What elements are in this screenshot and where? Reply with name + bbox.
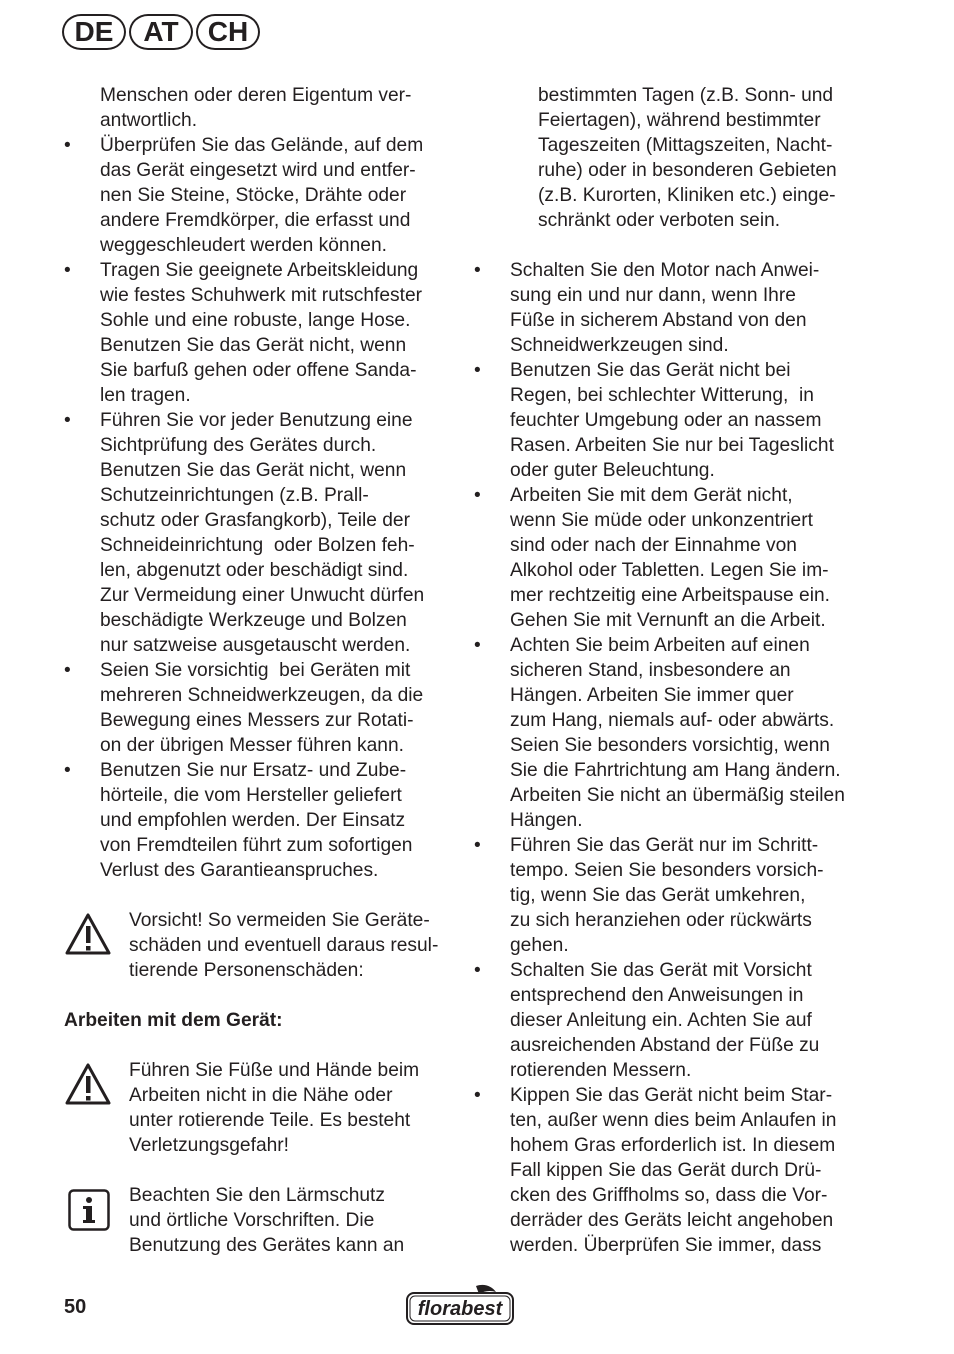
left-column [64, 83, 454, 1258]
list-item [474, 958, 864, 1083]
bullet-marker: • [474, 835, 481, 856]
language-badges [62, 14, 260, 50]
warning-triangle-icon [64, 912, 112, 963]
list-item [64, 758, 454, 883]
list-item-text: Führen Sie vor jeder Benutzung eine Sichtprüfung des Gerätes durch. Benutzen Sie das Gerät nicht, wenn Schutzeinrichtungen (z.B. Prall- schutz oder Grasfangkorb), Teile der Schneideinrichtung oder Bolzen feh- len, abgenutzt oder beschädigt sind. Zur Vermeidung einer Unwucht dürfen beschädigte Werkzeuge und Bolzen nur satzweise ausgetauscht werden. [100, 410, 425, 656]
section-heading: Arbeiten mit dem Gerät: [64, 1010, 283, 1031]
bullet-marker: • [474, 635, 481, 656]
bullet-marker: • [474, 360, 481, 381]
bullet-marker: • [474, 485, 481, 506]
list-item-text: Tragen Sie geeignete Arbeitskleidung wie festes Schuhwerk mit rutschfester Sohle und eine robuste, lange Hose. Benutzen Sie das Gerät nicht, wenn Sie barfuß gehen oder offene Sanda- len tragen. [100, 260, 423, 406]
list-item-text: Überprüfen Sie das Gelände, auf dem das Gerät eingesetzt wird und entfer- nen Sie Steine, Stöcke, Drähte oder andere Fremdkörper, die erfasst und weggeschleudert werden können. [100, 135, 424, 256]
continuation-text: Menschen oder deren Eigentum ver- antwortlich. [100, 85, 412, 131]
list-item [474, 258, 864, 358]
language-badge-de: DE [62, 14, 126, 50]
list-item [474, 358, 864, 483]
bullet-marker: • [474, 1085, 481, 1106]
list-item [64, 258, 454, 408]
florabest-logo [404, 1284, 516, 1328]
list-item-text: Arbeiten Sie mit dem Gerät nicht, wenn Sie müde oder unkonzentriert sind oder nach der Einnahme von Alkohol oder Tabletten. Legen Sie im- mer rechtzeitig eine Arbeitspause ein. Gehen Sie mit Vernunft an die Arbeit. [510, 485, 830, 631]
bullet-marker: • [474, 260, 481, 281]
list-item [64, 133, 454, 258]
list-item [474, 633, 864, 833]
danger-note-text: Führen Sie Füße und Hände beim Arbeiten nicht in die Nähe oder unter rotierende Teile. Es besteht Verletzungsgefahr! [129, 1060, 420, 1156]
language-badge-at: AT [129, 14, 193, 50]
bullet-marker: • [474, 960, 481, 981]
bullet-marker: • [64, 760, 71, 781]
warning-note [64, 908, 454, 983]
list-item [64, 658, 454, 758]
list-item-text: Benutzen Sie nur Ersatz- und Zube- hörteile, die vom Hersteller geliefert und empfohlen werden. Der Einsatz von Fremdteilen führt zum sofortigen Verlust des Garantieanspruches. [100, 760, 413, 881]
list-item-text: Schalten Sie das Gerät mit Vorsicht entsprechend den Anweisungen in dieser Anleitung ein. Achten Sie auf ausreichenden Abstand der Füße zu rotierenden Messern. [510, 960, 820, 1081]
list-item [474, 483, 864, 633]
page-number: 50 [64, 1296, 87, 1318]
info-note-text: Beachten Sie den Lärmschutz und örtliche Vorschriften. Die Benutzung des Gerätes kann an [129, 1185, 405, 1256]
list-item [64, 408, 454, 658]
right-column [474, 83, 864, 1258]
logo-text: florabest [417, 1298, 503, 1320]
language-badge-ch: CH [196, 14, 260, 50]
list-item-text: Führen Sie das Gerät nur im Schritt- tempo. Seien Sie besonders vorsich- tig, wenn Sie das Gerät umkehren, zu sich heranziehen oder rückwärts gehen. [510, 835, 824, 956]
info-note [64, 1183, 454, 1258]
list-item-text: Benutzen Sie das Gerät nicht bei Regen, bei schlechter Witterung, in feuchter Umgebung oder an nassem Rasen. Arbeiten Sie nur bei Tageslicht oder guter Beleuchtung. [510, 360, 834, 481]
danger-note [64, 1058, 454, 1158]
bullet-marker: • [64, 260, 71, 281]
list-item-text: Seien Sie vorsichtig bei Geräten mit mehreren Schneidwerkzeugen, da die Bewegung eines Messers zur Rotati- on der übrigen Messer führen kann. [100, 660, 424, 756]
info-icon [68, 1189, 110, 1238]
bullet-marker: • [64, 660, 71, 681]
bullet-marker: • [64, 410, 71, 431]
list-item-text: Schalten Sie den Motor nach Anwei- sung ein und nur dann, wenn Ihre Füße in sicherem Abstand von den Schneidwerkzeugen sind. [510, 260, 820, 356]
list-item [474, 1083, 864, 1258]
warning-note-text: Vorsicht! So vermeiden Sie Geräte- schäden und eventuell daraus resul- tierende Personenschäden: [129, 910, 439, 981]
list-item-text: Kippen Sie das Gerät nicht beim Star- ten, außer wenn dies beim Anlaufen in hohem Gras erforderlich ist. In diesem Fall kippen Sie das Gerät durch Drü- cken des Griffholms so, dass die Vor- derräder des Geräts leicht angehoben werden. Überprüfen Sie immer, dass [510, 1085, 837, 1256]
list-item-text: Achten Sie beim Arbeiten auf einen sicheren Stand, insbesondere an Hängen. Arbeiten Sie immer quer zum Hang, niemals auf- oder abwärts. Seien Sie besonders vorsichtig, wenn Sie die Fahrtrichtung am Hang ändern. Arbeiten Sie nicht an übermäßig steilen Hängen. [510, 635, 845, 831]
continuation-text: bestimmten Tagen (z.B. Sonn- und Feiertagen), während bestimmter Tageszeiten (Mittagszeiten, Nacht- ruhe) oder in besonderen Gebieten (z.B. Kurorten, Kliniken etc.) einge- schränkt oder verboten sein. [538, 85, 837, 231]
list-item [474, 833, 864, 958]
bullet-marker: • [64, 135, 71, 156]
warning-triangle-icon [64, 1062, 112, 1113]
